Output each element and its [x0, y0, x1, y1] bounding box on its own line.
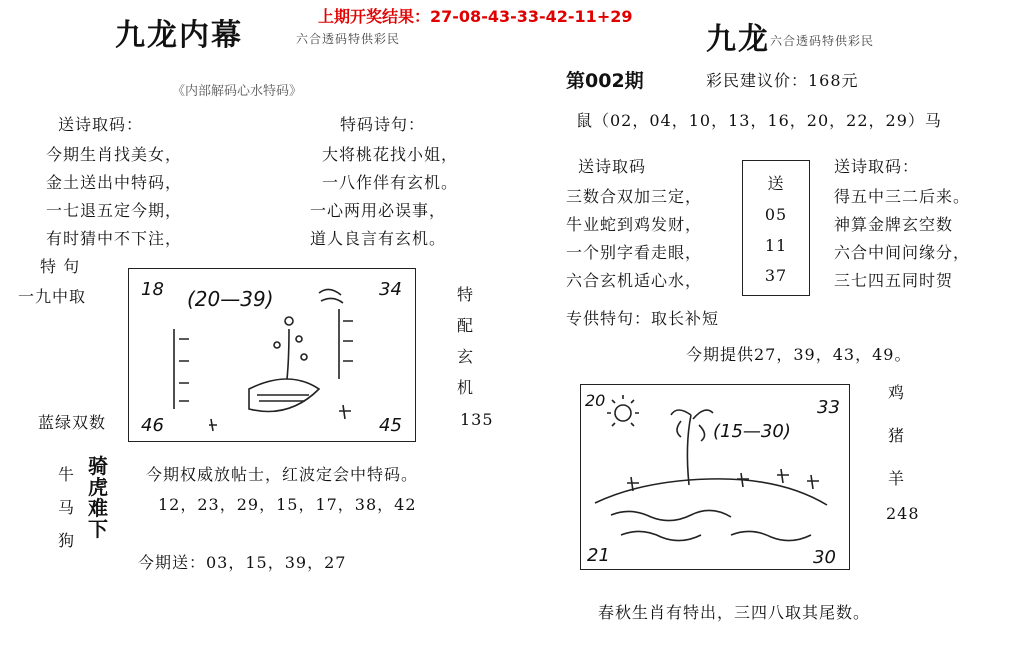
- left-poem-line: 六合玄机适心水，: [566, 271, 703, 290]
- right-poem-line: 道人良言有玄机。: [310, 229, 447, 248]
- send-box-item: 11: [764, 235, 788, 255]
- phrase-vertical: [88, 456, 108, 540]
- provide-line: 今期提供27，39，43，49。: [686, 345, 912, 364]
- side-char: 鸡: [888, 383, 906, 402]
- right-poem-line: 一心两用必误事，: [310, 201, 447, 220]
- zodiac-vertical: [58, 462, 75, 551]
- right-side-number: 248: [886, 504, 920, 523]
- right-sketch-drawing: [581, 385, 848, 568]
- send-box-item: 37: [764, 266, 788, 286]
- left-side-vertical: [457, 282, 474, 398]
- box-corner-number: 21: [587, 545, 610, 566]
- right-poem-line: 三七四五同时贺: [834, 271, 954, 290]
- box-corner-number: 45: [379, 415, 402, 436]
- send-box-item: 05: [764, 205, 788, 225]
- left-drawing-box: [128, 268, 416, 442]
- right-subtitle: 六合透码特供彩民: [770, 34, 875, 48]
- last-draw-numbers: 27-08-43-33-42-11+29: [430, 7, 633, 26]
- suggested-price: 彩民建议价：168元: [706, 71, 859, 90]
- right-poem-line: 神算金牌玄空数: [834, 215, 954, 234]
- left-poem-line: 一七退五定今期，: [46, 201, 183, 220]
- left-sketch-drawing: [129, 269, 414, 440]
- left-notice: 今期权威放帖士，红波定会中特码。: [146, 465, 419, 484]
- left-side-number: 135: [460, 410, 494, 429]
- last-draw-banner: [318, 4, 632, 27]
- right-send-poem-header-2: 送诗取码：: [834, 157, 920, 176]
- box-corner-number: 20: [585, 391, 606, 410]
- issue-number: 第002期: [566, 70, 644, 92]
- left-subtitle: 六合透码特供彩民: [296, 32, 401, 46]
- right-poem-line: 得五中三二后来。: [834, 187, 971, 206]
- box-range-text: (20—39): [187, 287, 274, 311]
- send-number-box: [742, 160, 810, 296]
- box-corner-number: 46: [141, 415, 164, 436]
- zodiac-char: 狗: [58, 531, 76, 550]
- side-char: 玄: [457, 347, 475, 366]
- box-corner-number: 34: [379, 279, 402, 300]
- left-title: 九龙内幕: [115, 18, 243, 53]
- box-corner-number: 18: [141, 279, 164, 300]
- phrase-char: 虎: [88, 475, 108, 499]
- left-poem-line: 一个别字看走眼，: [566, 243, 703, 262]
- side-char: 猪: [888, 426, 906, 445]
- left-poem-line: 有时猜中不下注，: [46, 229, 183, 248]
- zodiac-char: 马: [58, 498, 76, 517]
- right-send-poem-header: 送诗取码: [578, 157, 647, 176]
- phrase-char: 下: [88, 517, 108, 541]
- right-drawing-box: [580, 384, 850, 570]
- left-motto: 《内部解码心水特码》: [172, 84, 303, 99]
- side-char: 特: [457, 285, 475, 304]
- side-char: 配: [457, 316, 475, 335]
- side-char: 羊: [888, 469, 906, 488]
- box-corner-number: 30: [813, 547, 836, 568]
- color-label: 蓝绿双数: [38, 413, 107, 432]
- right-poem-line: 大将桃花找小姐，: [322, 145, 459, 164]
- box-range-text: (15—30): [713, 421, 791, 442]
- special-verse-label: 特 句: [40, 257, 81, 276]
- left-poem-line: 今期生肖找美女，: [46, 145, 183, 164]
- right-title: 九龙: [706, 22, 770, 57]
- left-today-send: 今期送：03，15，39，27: [138, 553, 347, 572]
- special-line: 专供特句：取长补短: [566, 309, 720, 328]
- right-poem-line: 六合中间问缘分，: [834, 243, 971, 262]
- left-special-poem-header: 特码诗句：: [340, 115, 426, 134]
- left-poem-line: 牛业蛇到鸡发财，: [566, 215, 703, 234]
- special-verse: 一九中取: [18, 287, 87, 306]
- last-draw-label: 上期开奖结果：: [318, 7, 431, 26]
- left-send-poem-header: 送诗取码：: [58, 115, 144, 134]
- right-footer: 春秋生肖有特出，三四八取其尾数。: [598, 603, 871, 622]
- send-box-item: 送: [767, 173, 785, 193]
- box-corner-number: 33: [817, 397, 840, 418]
- right-poem-line: 一八作伴有玄机。: [322, 173, 459, 192]
- phrase-char: 难: [88, 496, 108, 520]
- left-notice-numbers: 12，23，29，15，17，38，42: [158, 495, 417, 514]
- left-poem-line: 三数合双加三定，: [566, 187, 703, 206]
- side-char: 机: [457, 378, 475, 397]
- zodiac-char: 牛: [58, 465, 76, 484]
- left-poem-line: 金土送出中特码，: [46, 173, 183, 192]
- right-side-vertical: [888, 380, 905, 489]
- rat-horse-line: 鼠（02，04，10，13，16，20，22，29）马: [576, 111, 942, 130]
- phrase-char: 骑: [88, 454, 108, 478]
